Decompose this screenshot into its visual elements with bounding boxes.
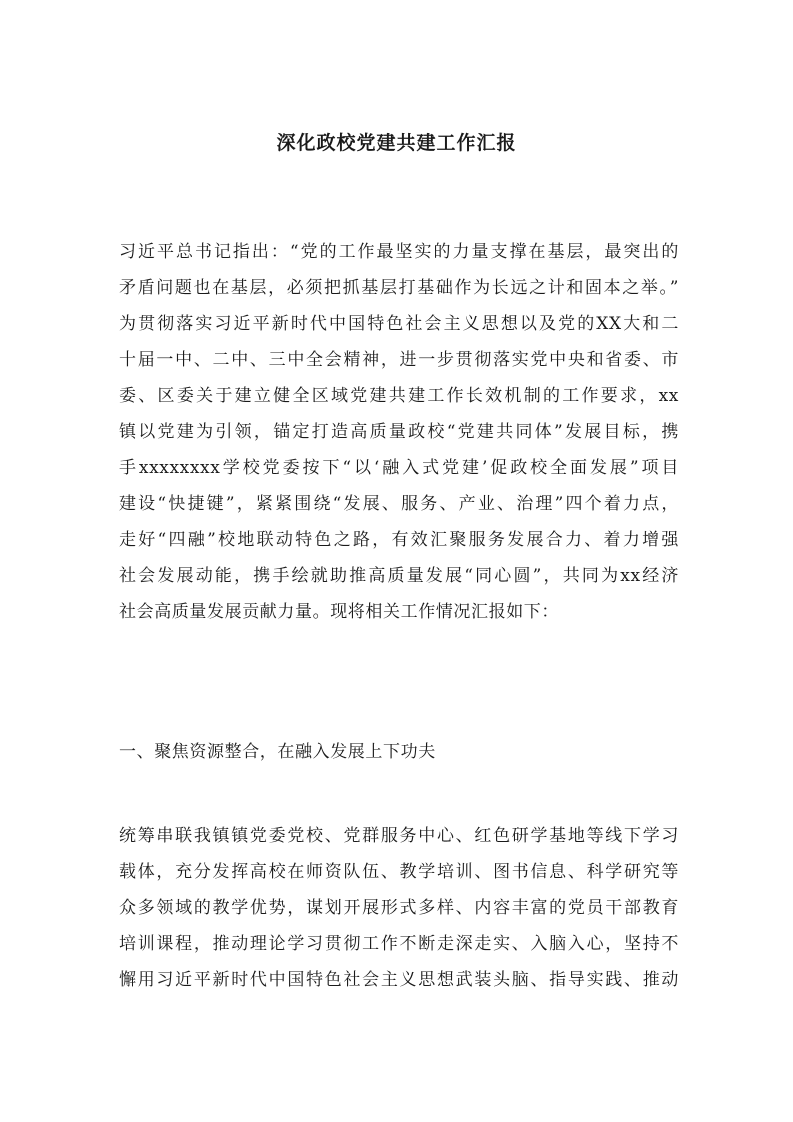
section-paragraph [119, 818, 679, 998]
section-heading-text: 一、聚焦资源整合，在融入发展上下功夫 [119, 742, 436, 762]
section-line: 众多领域的教学优势，谋划开展形式多样、内容丰富的党员干部教育 [119, 898, 679, 918]
section-line: 统筹串联我镇镇党委党校、党群服务中心、红色研学基地等线下学习 [119, 826, 679, 846]
intro-line: 矛盾问题也在基层，必须把抓基层打基础作为长远之计和固本之举。” [119, 278, 679, 298]
intro-line: 镇以党建为引领，锚定打造高质量政校“党建共同体”发展目标，携 [119, 422, 679, 442]
section-heading [119, 734, 679, 770]
intro-line: 建设“快捷键”，紧紧围绕“发展、服务、产业、治理”四个着力点， [119, 494, 679, 514]
intro-line: 手xxxxxxxx学校党委按下“以‘融入式党建’促政校全面发展”项目 [119, 458, 679, 478]
intro-paragraph [119, 234, 679, 630]
intro-line: 社会高质量发展贡献力量。现将相关工作情况汇报如下： [119, 602, 559, 622]
document-title: 深化政校党建共建工作汇报 [276, 132, 517, 154]
intro-line: 委、区委关于建立健全区域党建共建工作长效机制的工作要求，xx [119, 386, 679, 406]
intro-line: 习近平总书记指出：“党的工作最坚实的力量支撑在基层，最突出的 [119, 242, 679, 262]
intro-line: 为贯彻落实习近平新时代中国特色社会主义思想以及党的XX大和二 [119, 314, 679, 334]
section-line: 培训课程，推动理论学习贯彻工作不断走深走实、入脑入心，坚持不 [119, 934, 679, 954]
intro-line: 十届一中、二中、三中全会精神，进一步贯彻落实党中央和省委、市 [119, 350, 679, 370]
section-line: 懈用习近平新时代中国特色社会主义思想武装头脑、指导实践、推动 [119, 970, 679, 990]
intro-line: 走好“四融”校地联动特色之路，有效汇聚服务发展合力、着力增强 [119, 530, 679, 550]
section-line: 载体，充分发挥高校在师资队伍、教学培训、图书信息、科学研究等 [119, 862, 679, 882]
intro-line: 社会发展动能，携手绘就助推高质量发展“同心圆”，共同为xx经济 [119, 566, 679, 586]
